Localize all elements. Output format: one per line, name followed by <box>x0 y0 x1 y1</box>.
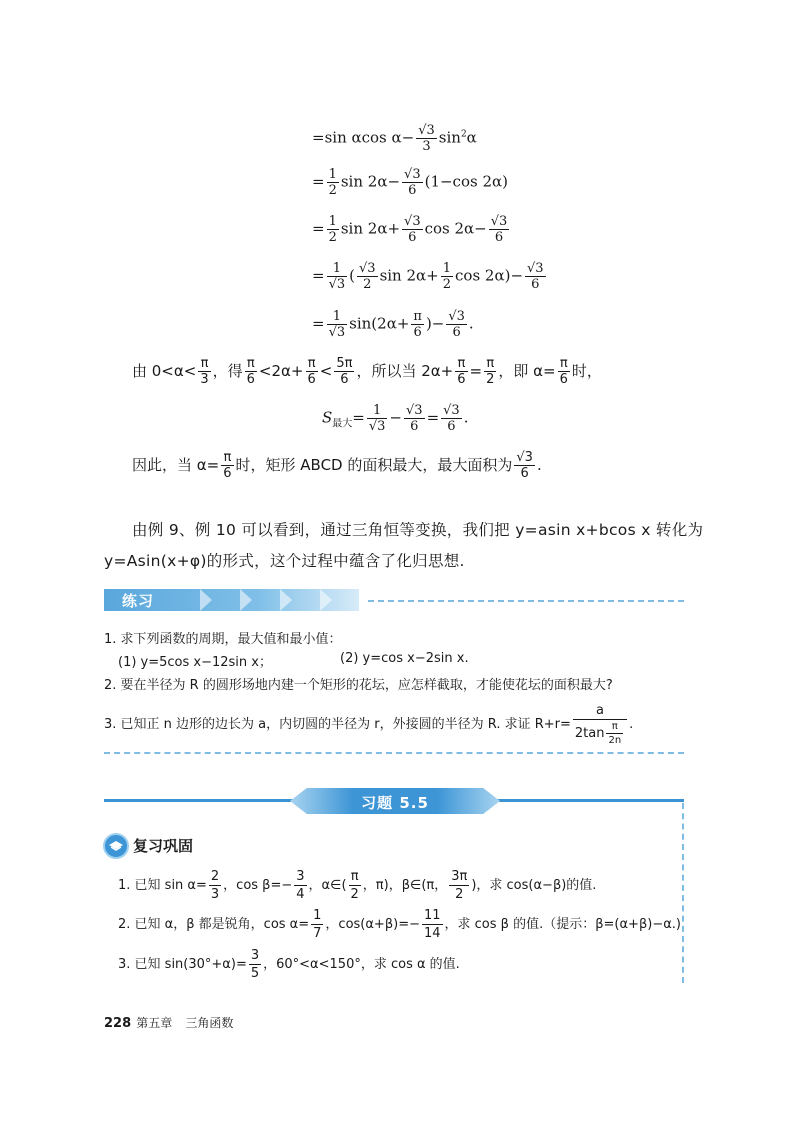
exercise-1: 1. 已知 sin α= $\frac{2}{3}$ ，cos β=− $\frac{3}{4}$ ，α∈( $\frac{\pi}{2}$ ，π)，β∈(π， $\frac{3\pi}{2}$ )，求 cos(α−β)的值. <box>118 869 597 902</box>
practice-q1-part-1: (1) y=5cos x−12sin x； <box>118 655 272 670</box>
banner-chevron <box>280 589 292 611</box>
summary-paragraph-line-2: y=Asin(x+φ)的形式，这个过程中蕴含了化归思想. <box>104 552 465 570</box>
exercise-2: 2. 已知 α，β 都是锐角，cos α= $\frac{1}{7}$ ，cos(α+β)=− $\frac{11}{14}$ ，求 cos β 的值.（提示：β=(α+β)−α.) <box>118 908 681 941</box>
practice-bottom-divider <box>104 752 684 754</box>
smax-equation: $S_{最大}=$ $\frac{1}{√3}$ − $\frac{√3}{6}$ = $\frac{√3}{6}$ . <box>322 403 469 434</box>
practice-q1: 1. 求下列函数的周期，最大值和最小值： <box>104 632 342 647</box>
conclusion-line: 因此，当 α= $\frac{\pi}{6}$ 时，矩形 ABCD 的面积最大，最大面积为 $\frac{√3}{6}$ . <box>132 450 542 481</box>
exercise-side-border <box>682 803 684 983</box>
exercise-title: 习题 5.5 <box>361 794 429 812</box>
page-footer <box>104 1012 233 1031</box>
chapter-label: 第五章 <box>136 1016 173 1030</box>
chapter-title: 三角函数 <box>185 1016 234 1030</box>
derivation-line-1: =sin αcos α− $\frac{√3}{3}$ $\sin^2\alpha$ <box>312 123 477 154</box>
derivation-line-4: = $\frac{1}{√3}$ ( $\frac{√3}{2}$ sin 2α+ $\frac{1}{2}$ cos 2α)− $\frac{√3}{6}$ <box>312 261 544 292</box>
derivation-line-2: = $\frac{1}{2}$ sin 2α− $\frac{√3}{6}$ (1−cos 2α) <box>312 167 508 198</box>
derivation-line-5: = $\frac{1}{√3}$ sin(2α+ $\frac{\pi}{6}$ )− $\frac{√3}{6}$ . <box>312 309 474 340</box>
exercise-3: 3. 已知 sin(30°+α)= $\frac{3}{5}$ ，60°<α<150°，求 cos α 的值. <box>118 948 460 981</box>
summary-paragraph-line-1: 由例 9、例 10 可以看到，通过三角恒等变换，我们把 y=asin x+bcos x 转化为 <box>132 521 704 539</box>
derivation-line-3: = $\frac{1}{2}$ sin 2α+ $\frac{√3}{6}$ cos 2α− $\frac{√3}{6}$ <box>312 214 508 245</box>
practice-top-divider <box>368 600 684 602</box>
practice-q2: 2. 要在半径为 R 的圆形场地内建一个矩形的花坛，应怎样截取，才能使花坛的面积最大? <box>104 678 613 693</box>
page-number: 228 <box>104 1016 132 1031</box>
review-section-title: 复习巩固 <box>133 837 194 855</box>
review-icon <box>103 833 129 859</box>
practice-q3: 3. 已知正 n 边形的边长为 a，内切圆的半径为 r，外接圆的半径为 R. 求证 R+r= a 2tan $\frac{\pi}{2n}$ . <box>104 703 634 746</box>
banner-chevron <box>240 589 252 611</box>
practice-q1-part-2: (2) y=cos x−2sin x. <box>340 651 469 666</box>
banner-chevron <box>200 589 212 611</box>
banner-chevron <box>320 589 332 611</box>
practice-title: 练习 <box>122 592 155 610</box>
condition-line: 由 0<α< $\frac{\pi}{3}$ ，得 $\frac{\pi}{6}$ <2α+ $\frac{\pi}{6}$ < $\frac{5\pi}{6}$ ，所以当 2α+ $\frac{\pi}{6}$ = $\frac{\pi}{2}$ ，即 α= $\frac{\pi}{6}$ 时， <box>132 356 602 387</box>
